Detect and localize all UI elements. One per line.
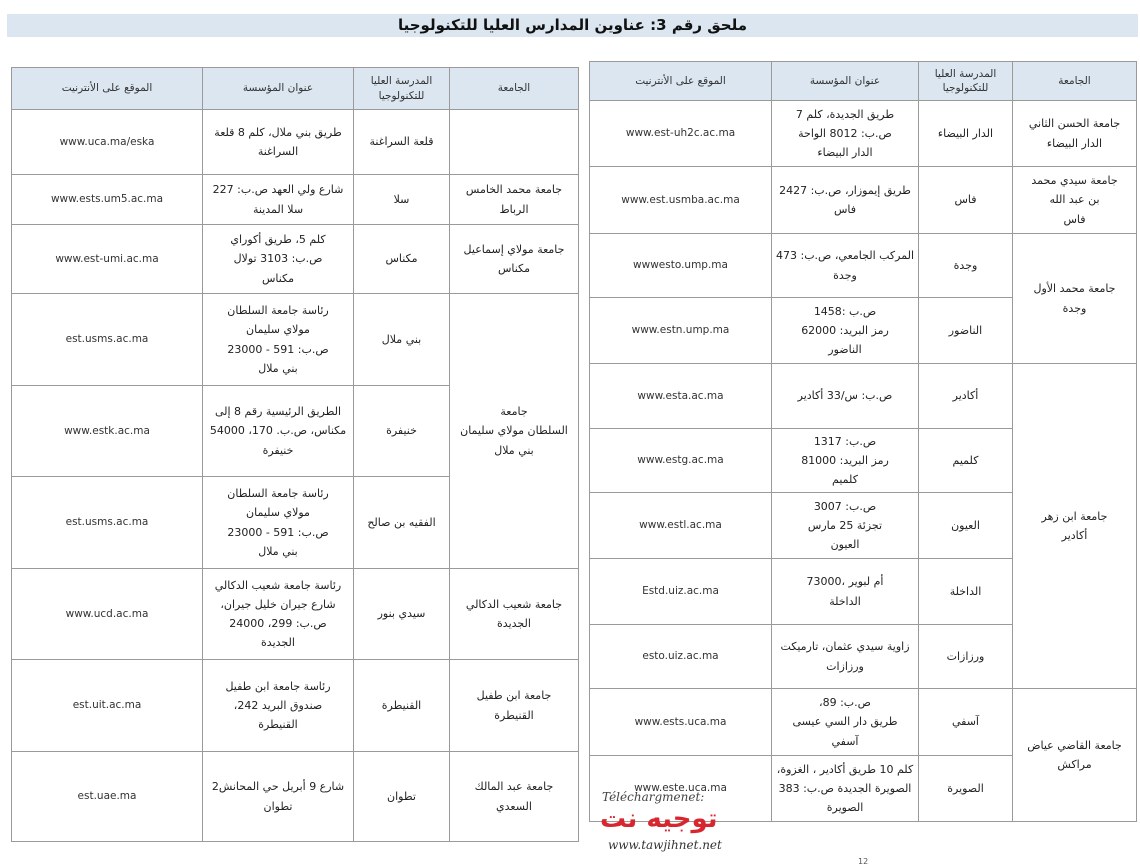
watermark-logo-text: توجيه نت <box>600 804 718 834</box>
school-cell: الفقيه بن صالح <box>354 477 450 569</box>
title-bar <box>7 14 1138 37</box>
university-cell: جامعة محمد الخامس الرباط <box>450 175 579 225</box>
website-cell: Estd.uiz.ac.ma <box>590 559 772 625</box>
website-cell: www.estn.ump.ma <box>590 298 772 364</box>
address-cell: ص.ب: 3007 تجزئة 25 مارس العيون <box>772 493 919 559</box>
school-cell: الناضور <box>919 298 1013 364</box>
website-cell: www.est-umi.ac.ma <box>12 225 203 294</box>
school-cell: العيون <box>919 493 1013 559</box>
address-cell: ص.ب: س/33 أكادير <box>772 364 919 429</box>
website-cell: est.uit.ac.ma <box>12 660 203 752</box>
website-cell: www.est.usmba.ac.ma <box>590 167 772 234</box>
university-cell: جامعة ابن زهر أكادير <box>1013 364 1137 689</box>
school-cell: ورزازات <box>919 625 1013 689</box>
school-cell: آسفي <box>919 689 1013 756</box>
header-school: المدرسة العليا للتكنولوجيا <box>354 68 450 110</box>
page-title: ملحق رقم 3: عناوين المدارس العليا للتكنولوجيا <box>397 16 747 34</box>
address-cell: شارع ولي العهد ص.ب: 227 سلا المدينة <box>203 175 354 225</box>
address-cell: الطريق الرئيسية رقم 8 إلى مكناس، ص.ب. 170، 54000 خنيفرة <box>203 386 354 477</box>
school-cell: أكادير <box>919 364 1013 429</box>
address-cell: رئاسة جامعة السلطان مولاي سليمان ص.ب: 591 - 23000 بني ملال <box>203 294 354 386</box>
website-cell: www.estl.ac.ma <box>590 493 772 559</box>
address-cell: كلم 5، طريق أكوراي ص.ب: 3103 تولال مكناس <box>203 225 354 294</box>
website-cell: www.est-uh2c.ac.ma <box>590 101 772 167</box>
school-cell: الداخلة <box>919 559 1013 625</box>
schools-table-right <box>589 61 1137 822</box>
header-address: عنوان المؤسسة <box>772 62 919 101</box>
header-website: الموقع على الأنترنيت <box>590 62 772 101</box>
header-school: المدرسة العليا للتكنولوجيا <box>919 62 1013 101</box>
school-cell: القنيطرة <box>354 660 450 752</box>
school-cell: خنيفرة <box>354 386 450 477</box>
header-address: عنوان المؤسسة <box>203 68 354 110</box>
address-cell: رئاسة جامعة السلطان مولاي سليمان ص.ب: 591 - 23000 بني ملال <box>203 477 354 569</box>
watermark-url: www.tawjihnet.net <box>608 838 722 852</box>
university-cell: جامعة محمد الأول وجدة <box>1013 234 1137 364</box>
school-cell: وجدة <box>919 234 1013 298</box>
website-cell: www.estk.ac.ma <box>12 386 203 477</box>
school-cell: الصويرة <box>919 756 1013 822</box>
website-cell: est.usms.ac.ma <box>12 294 203 386</box>
table-row <box>590 689 1137 756</box>
table-row <box>12 294 579 386</box>
address-cell: شارع 9 أبريل حي المحانش2 تطوان <box>203 752 354 842</box>
table-row <box>12 175 579 225</box>
address-cell: ص.ب: 1317 رمز البريد: 81000 كلميم <box>772 429 919 493</box>
school-cell: قلعة السراغنة <box>354 110 450 175</box>
university-cell <box>450 110 579 175</box>
address-cell: أم لبوير ،73000 الداخلة <box>772 559 919 625</box>
address-cell: ص.ب :1458 رمز البريد: 62000 الناضور <box>772 298 919 364</box>
university-cell: جامعة عبد المالك السعدي <box>450 752 579 842</box>
school-cell: فاس <box>919 167 1013 234</box>
table-row <box>590 167 1137 234</box>
header-university: الجامعة <box>450 68 579 110</box>
table-row <box>12 110 579 175</box>
address-cell: رئاسة جامعة شعيب الدكالي شارع جيران خليل جيران، ص.ب: 299، 24000 الجديدة <box>203 569 354 660</box>
website-cell: www.este.uca.ma <box>590 756 772 822</box>
schools-table-left <box>11 67 579 842</box>
address-cell: رئاسة جامعة ابن طفيل صندوق البريد 242، القنيطرة <box>203 660 354 752</box>
website-cell: www.esta.ac.ma <box>590 364 772 429</box>
university-cell: جامعة الحسن الثاني الدار البيضاء <box>1013 101 1137 167</box>
table-row <box>590 101 1137 167</box>
website-cell: www.uca.ma/eska <box>12 110 203 175</box>
table-row <box>12 225 579 294</box>
school-cell: سلا <box>354 175 450 225</box>
website-cell: esto.uiz.ac.ma <box>590 625 772 689</box>
school-cell: الدار البيضاء <box>919 101 1013 167</box>
address-cell: طريق بني ملال، كلم 8 قلعة السراغنة <box>203 110 354 175</box>
page-number: 12 <box>858 857 869 866</box>
school-cell: كلميم <box>919 429 1013 493</box>
university-cell: جامعة مولاي إسماعيل مكناس <box>450 225 579 294</box>
table-header-row <box>590 62 1137 101</box>
website-cell: www.ucd.ac.ma <box>12 569 203 660</box>
university-cell: جامعة القاضي عياض مراكش <box>1013 689 1137 822</box>
university-cell: جامعة السلطان مولاي سليمان بني ملال <box>450 294 579 569</box>
school-cell: مكناس <box>354 225 450 294</box>
address-cell: المركب الجامعي، ص.ب: 473 وجدة <box>772 234 919 298</box>
table-header-row <box>12 68 579 110</box>
university-cell: جامعة شعيب الدكالي الجديدة <box>450 569 579 660</box>
table-row <box>12 752 579 842</box>
address-cell: طريق إيموزار، ص.ب: 2427 فاس <box>772 167 919 234</box>
header-website: الموقع على الأنترنيت <box>12 68 203 110</box>
university-cell: جامعة ابن طفيل القنيطرة <box>450 660 579 752</box>
table-row <box>12 569 579 660</box>
school-cell: تطوان <box>354 752 450 842</box>
table-row <box>590 364 1137 429</box>
watermark-download-label: Téléchargmenet: <box>602 790 705 804</box>
address-cell: كلم 10 طريق أكادير ، الغزوة، الصويرة الجديدة ص.ب: 383 الصويرة <box>772 756 919 822</box>
table-row <box>590 234 1137 298</box>
address-cell: طريق الجديدة، كلم 7 ص.ب: 8012 الواحة الدار البيضاء <box>772 101 919 167</box>
website-cell: www.estg.ac.ma <box>590 429 772 493</box>
table-row <box>12 660 579 752</box>
school-cell: سيدي بنور <box>354 569 450 660</box>
website-cell: wwwesto.ump.ma <box>590 234 772 298</box>
website-cell: est.uae.ma <box>12 752 203 842</box>
watermark-logo <box>600 790 760 864</box>
school-cell: بني ملال <box>354 294 450 386</box>
website-cell: www.ests.um5.ac.ma <box>12 175 203 225</box>
website-cell: www.ests.uca.ma <box>590 689 772 756</box>
address-cell: زاوية سيدي عثمان، تارميكت ورزازات <box>772 625 919 689</box>
address-cell: ص.ب: 89، طريق دار السي عيسى آسفي <box>772 689 919 756</box>
university-cell: جامعة سيدي محمد بن عبد الله فاس <box>1013 167 1137 234</box>
website-cell: est.usms.ac.ma <box>12 477 203 569</box>
header-university: الجامعة <box>1013 62 1137 101</box>
